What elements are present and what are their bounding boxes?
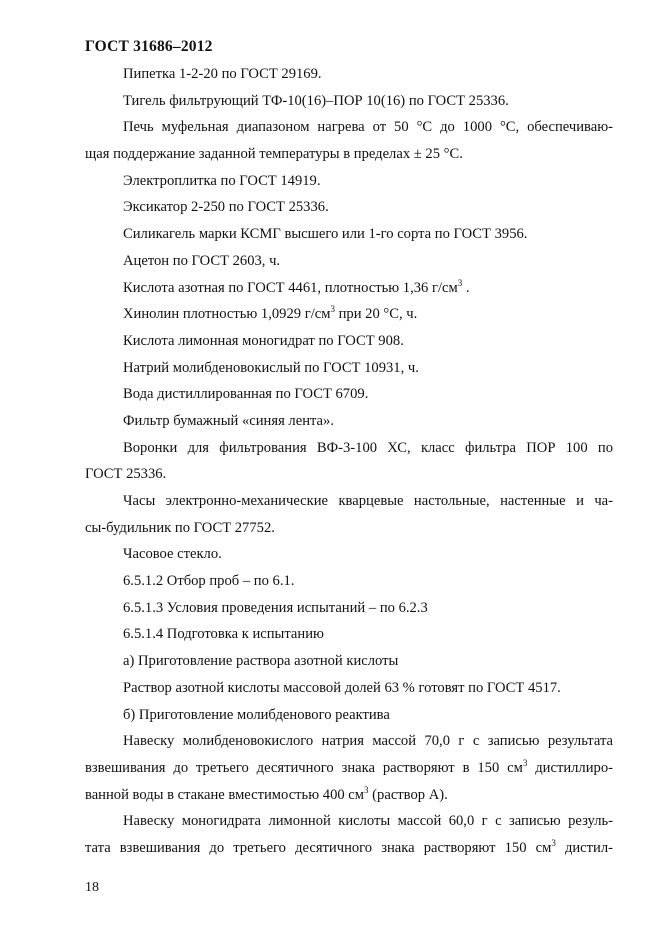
text-line: Натрий молибденовокислый по ГОСТ 10931, ч. [123,359,419,376]
text-line [85,755,613,782]
section-heading: 6.5.1.4 Подготовка к испытанию [123,626,324,643]
text-line: Эксикатор 2-250 по ГОСТ 25336. [123,199,329,216]
subsection-heading: б) Приготовление молибденового реактива [123,706,390,723]
text-span: ванной воды в стакане вместимостью 400 см [85,786,365,803]
text-line: щая поддержание заданной температуры в пределах ± 25 °С. [85,146,463,163]
text-span: тата взвешивания до третьего десятичного знака растворяют 150 см [85,839,552,856]
text-span: Хинолин плотностью 1,0929 г/см [123,306,331,323]
text-line: Часы электронно-механические кварцевые настольные, настенные и ча- [123,493,613,509]
text-line: Раствор азотной кислоты массовой долей 63 % готовят по ГОСТ 4517. [123,679,561,696]
body-text [85,61,613,862]
standard-header: ГОСТ 31686–2012 [85,38,213,55]
superscript: 3 [551,837,556,848]
text-line: Навеску молибденовокислого натрия массой 70,0 г с записью результата [123,733,613,750]
text-line: Вода дистиллированная по ГОСТ 6709. [123,386,369,403]
superscript: 3 [522,757,528,768]
text-line: Тигель фильтрующий ТФ-10(16)–ПОР 10(16) по ГОСТ 25336. [123,92,509,109]
text-span: . [462,279,470,296]
text-line: Часовое стекло. [123,546,222,563]
text-span: при 20 °С, ч. [334,306,418,323]
text-line: Воронки для фильтрования ВФ-3-100 ХС, класс фильтра ПОР 100 по [123,439,613,456]
text-line [85,835,613,862]
text-line: Печь муфельная диапазоном нагрева от 50 °С до 1000 °С, обеспечиваю- [123,119,613,136]
superscript: 3 [364,784,369,795]
text-span: Кислота азотная по ГОСТ 4461, плотностью 1,36 г/см [123,279,458,296]
text-line: Пипетка 1-2-20 по ГОСТ 29169. [123,66,322,82]
text-line: Навеску моногидрата лимонной кислоты массой 60,0 г с записью резуль- [123,813,613,830]
text-line [85,275,613,302]
section-heading: 6.5.1.2 Отбор проб – по 6.1. [123,573,295,590]
text-line [85,782,613,809]
page-number: 18 [85,880,99,895]
text-line: Кислота лимонная моногидрат по ГОСТ 908. [123,332,404,349]
subsection-heading: а) Приготовление раствора азотной кислоты [123,653,399,670]
superscript: 3 [330,304,335,315]
text-span: взвешивания до третьего десятичного знака растворяют в 150 см [85,759,523,776]
text-span: дистил- [555,839,613,856]
text-line [85,301,613,328]
text-line: ГОСТ 25336. [85,466,167,483]
superscript: 3 [457,277,463,288]
text-line: Электроплитка по ГОСТ 14919. [123,172,321,189]
text-span: (раствор А). [368,786,448,803]
text-line: Ацетон по ГОСТ 2603, ч. [123,252,281,269]
text-line: Фильтр бумажный «синяя лента». [123,412,334,429]
text-span: дистиллиро- [527,759,613,776]
text-line: Силикагель марки КСМГ высшего или 1-го сорта по ГОСТ 3956. [123,226,528,243]
section-heading: 6.5.1.3 Условия проведения испытаний – по 6.2.3 [123,599,428,616]
text-line: сы-будильник по ГОСТ 27752. [85,519,275,536]
